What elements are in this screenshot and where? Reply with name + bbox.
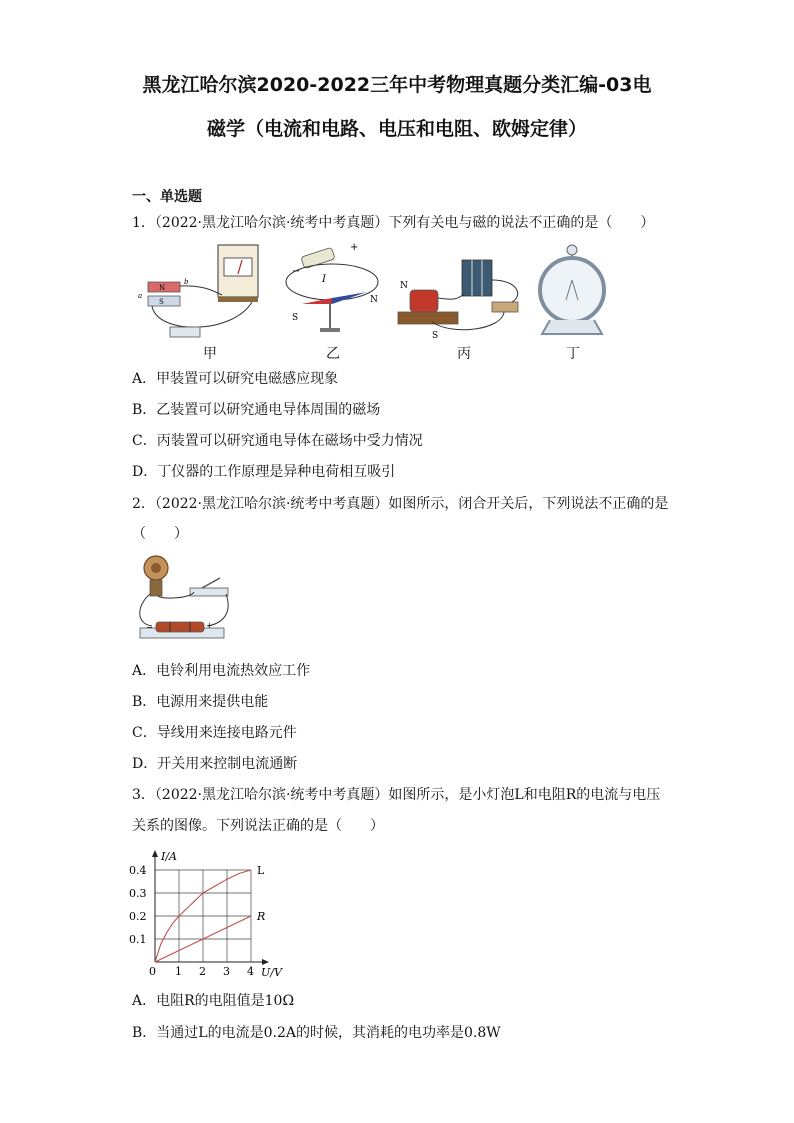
yi-s-label: S (292, 313, 299, 323)
x-tick-label: 2 (199, 965, 206, 978)
q1-option-c: C．丙装置可以研究通电导体在磁场中受力情况 (132, 433, 423, 449)
y-tick-label: 0.3 (129, 887, 147, 900)
q2-stem-line2: （ ） (132, 526, 188, 542)
q1-stem: 1．（2022·黑龙江哈尔滨·统考中考真题）下列有关电与磁的说法不正确的是（ ） (132, 215, 655, 231)
series-label-L: L (257, 864, 265, 877)
q2-stem-line1: 2．（2022·黑龙江哈尔滨·统考中考真题）如图所示，闭合开关后，下列说法不正确的是 (132, 496, 669, 512)
figure-jia (138, 245, 258, 337)
x-axis-label: U/V (261, 966, 282, 979)
y-tick-label: 0.2 (129, 910, 147, 923)
q2-plus-label: + (206, 621, 213, 630)
q2-option-d: D．开关用来控制电流通断 (132, 756, 298, 772)
caption-ding: 丁 (566, 346, 580, 362)
figure-bing (398, 260, 518, 341)
q1-option-a: A．甲装置可以研究电磁感应现象 (132, 371, 339, 387)
bing-s-label: S (432, 331, 439, 341)
x-axis-arrow (262, 959, 269, 965)
figure-yi (286, 242, 378, 332)
y-tick-label: 0.4 (129, 864, 147, 877)
yi-n-label: N (370, 295, 378, 305)
caption-bing: 丙 (457, 346, 471, 362)
jia-n-label: N (159, 284, 166, 292)
q1-figure (132, 240, 612, 345)
q3-stem-line2: 关系的图像。下列说法正确的是（ ） (132, 818, 384, 834)
y-tick-label: 0.1 (129, 933, 147, 946)
figure-ding (540, 245, 604, 334)
y-axis-arrow (152, 850, 158, 857)
x-tick-label: 1 (175, 965, 182, 978)
q2-option-a: A．电铃利用电流热效应工作 (132, 663, 311, 679)
y-axis-label: I/A (161, 850, 177, 863)
q1-option-d: D．丁仪器的工作原理是异种电荷相互吸引 (132, 464, 396, 480)
q1-option-b: B．乙装置可以研究通电导体周围的磁场 (132, 402, 381, 418)
q3-option-a: A．电阻R的电阻值是10Ω (132, 993, 295, 1009)
iu-chart (125, 840, 305, 980)
jia-a-label: a (138, 292, 143, 300)
q2-option-b: B．电源用来提供电能 (132, 694, 269, 710)
document-title-line1: 黑龙江哈尔滨2020-2022三年中考物理真题分类汇编-03电 (142, 74, 652, 96)
q2-option-c: C．导线用来连接电路元件 (132, 725, 297, 741)
x-tick-label: 3 (223, 965, 230, 978)
yi-plus-label: + (350, 242, 359, 253)
yi-minus-label: − (292, 266, 301, 277)
bing-n-label: N (400, 281, 408, 291)
q2-figure (132, 552, 232, 644)
x-tick-label: 4 (247, 965, 254, 978)
q2-minus-label: − (146, 623, 153, 632)
q3-stem-line1: 3．（2022·黑龙江哈尔滨·统考中考真题）如图所示，是小灯泡L和电阻R的电流与电压 (132, 787, 661, 803)
document-title-line2: 磁学（电流和电路、电压和电阻、欧姆定律） (206, 118, 587, 140)
caption-jia: 甲 (203, 346, 217, 362)
series-label-R: R (257, 910, 266, 923)
q3-option-b: B．当通过L的电流是0.2A的时候，其消耗的电功率是0.8W (132, 1025, 501, 1041)
yi-i-label: I (322, 274, 326, 285)
jia-s-label: S (159, 298, 164, 306)
caption-yi: 乙 (326, 346, 340, 362)
jia-b-label: b (184, 278, 189, 286)
origin-label: 0 (149, 965, 156, 978)
section-heading: 一、单选题 (132, 189, 202, 205)
